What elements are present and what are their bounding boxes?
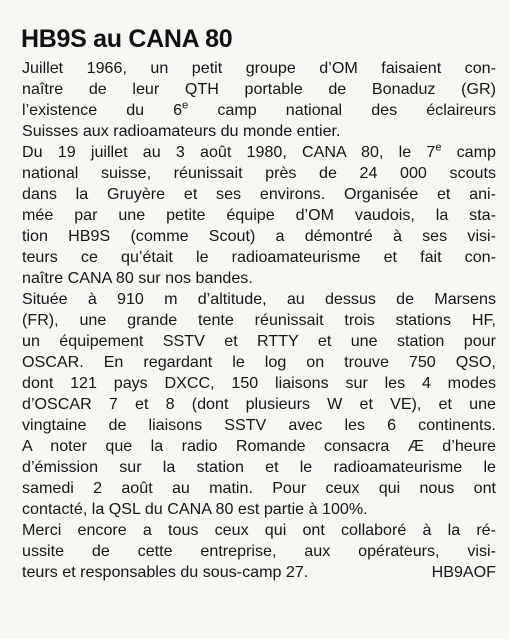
text-line: naître de leur QTH portable de Bonaduz (GR) — [22, 80, 496, 98]
text-line: dont 121 pays DXCC, 150 liaisons sur les 4 modes — [22, 374, 496, 392]
article-body — [22, 58, 496, 583]
text-line: teurs et responsables du sous-camp 27. — [22, 563, 309, 581]
text-line: tion HB9S (comme Scout) a démontré à ses visi- — [22, 227, 496, 245]
text-line: national suisse, réunissait près de 24 000 scouts — [22, 164, 496, 182]
article-title: HB9S au CANA 80 — [21, 25, 233, 53]
text-line: OSCAR. En regardant le log on trouve 750 QSO, — [22, 353, 496, 371]
closing-line — [22, 562, 496, 583]
text-line: (FR), une grande tente réunissait trois stations HF, — [22, 311, 496, 329]
text-line: teurs ce qu’était le radioamateurisme et fait con- — [22, 248, 496, 266]
text-line: mée par une petite équipe d’OM vaudois, la sta- — [22, 206, 496, 224]
text-line: contacté, la QSL du CANA 80 est partie à 100%. — [22, 500, 368, 518]
text-line-with-superscript: l’existence du 6e camp national des éclaireurs — [22, 100, 496, 119]
text-line: dans la Gruyère et ses environs. Organisée et ani- — [22, 185, 496, 203]
text-line: naître CANA 80 sur nos bandes. — [22, 269, 253, 287]
text-line: vingtaine de liaisons SSTV avec les 6 continents. — [22, 416, 496, 434]
text-line: Juillet 1966, un petit groupe d’OM faisaient con- — [22, 59, 496, 77]
text-line: ussite de cette entreprise, aux opérateurs, visi- — [22, 542, 496, 560]
text-line: samedi 2 août au matin. Pour ceux qui nous ont — [22, 479, 496, 497]
text-line: d’OSCAR 7 et 8 (dont plusieurs W et VE), et une — [22, 395, 496, 413]
text-line: Merci encore a tous ceux qui ont collaboré à la ré- — [22, 521, 496, 539]
text-line: un équipement SSTV et RTTY et une station pour — [22, 332, 496, 350]
text-line: Située à 910 m d’altitude, au dessus de Marsens — [22, 290, 496, 308]
text-line: A noter que la radio Romande consacra Æ d’heure — [22, 437, 496, 455]
author-signature: HB9AOF — [431, 563, 496, 581]
text-line-with-superscript: Du 19 juillet au 3 août 1980, CANA 80, le 7e camp — [22, 142, 496, 161]
text-line: d’émission sur la station et le radioamateurisme le — [22, 458, 496, 476]
text-line: Suisses aux radioamateurs du monde entier. — [22, 122, 341, 140]
